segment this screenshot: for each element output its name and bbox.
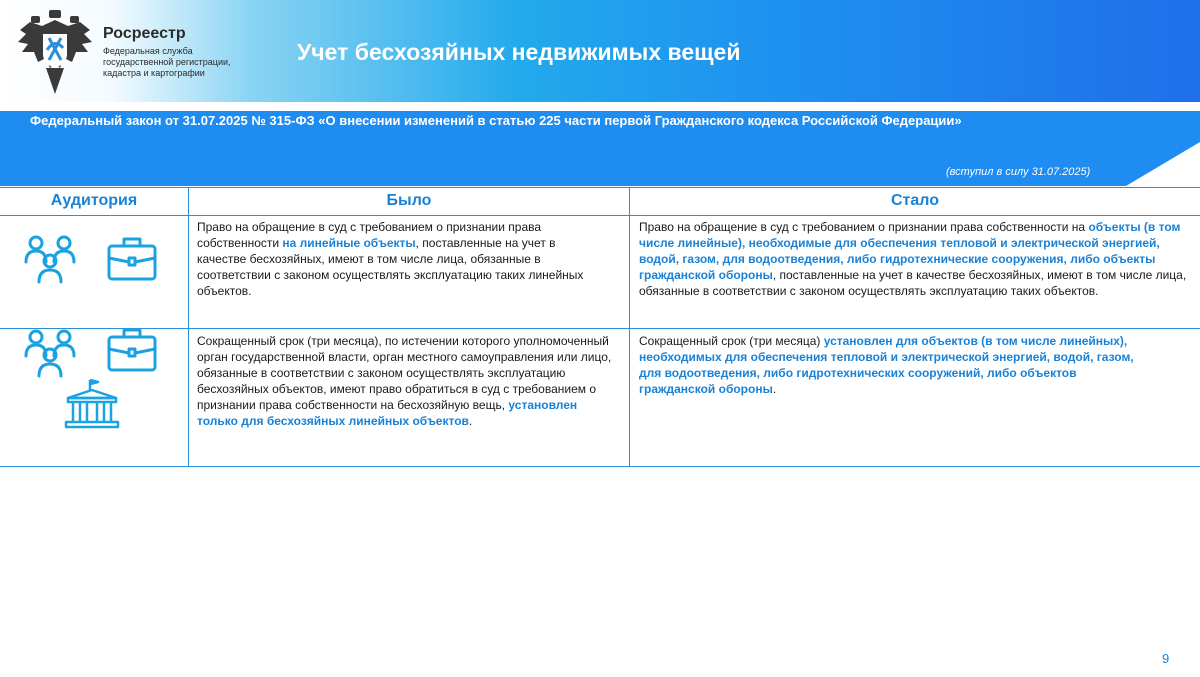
people-group-icon <box>24 328 76 378</box>
row2-was-highlight: установлен только для бесхозяйных линейных объектов <box>197 398 578 428</box>
row1-was-highlight: на линейные объекты <box>282 236 416 250</box>
col-header-audience: Аудитория <box>50 192 138 209</box>
briefcase-icon <box>107 236 157 282</box>
row2-became-part1: Сокращенный срок (три месяца) <box>639 334 824 348</box>
row1-was-text <box>197 219 602 299</box>
col-header-became: Стало <box>890 192 939 209</box>
org-subtitle: Федеральная служба государственной регистрации, кадастра и картографии <box>103 46 231 78</box>
law-effective-date: (вступил в силу 31.07.2025) <box>946 166 1091 178</box>
law-title: Федеральный закон от 31.07.2025 № 315-ФЗ «О внесении изменений в статью 225 части первой Гражданского кодекса Российской Федерации» <box>30 113 962 128</box>
org-name: Росреестр <box>103 25 186 42</box>
row2-became-part2: . <box>772 382 777 396</box>
government-building-icon <box>64 378 120 430</box>
row2-became-text <box>639 333 1139 397</box>
people-group-icon <box>24 234 76 284</box>
table-bottom-border <box>0 466 1200 467</box>
double-headed-eagle-emblem-icon <box>16 8 94 96</box>
briefcase-icon <box>107 327 157 373</box>
slide-title: Учет бесхозяйных недвижимых вещей <box>297 39 741 65</box>
row2-was-part1: Сокращенный срок (три месяца), по истечении которого уполномоченный орган государственной власти, орган местного самоуправления или лицо, обязанные в соответствии с законом осуществлять эксплуатацию бесхозяйных объектов, имеют право обратиться в суд с требованием о признании права собственности на бесхозяйную вещь, <box>197 334 612 412</box>
row1-became-highlight: объекты (в том числе линейные), необходимые для обеспечения тепловой и электрической энергией, водой, газом, для водоотведения, либо гидротехнические сооружения, либо объекты гражданской обороны <box>639 220 1181 282</box>
row2-was-part2: . <box>468 414 473 428</box>
table-top-border <box>0 187 1200 188</box>
row2-was-text <box>197 333 617 429</box>
table-header-border <box>0 215 1200 216</box>
row1-was-part1: Право на обращение в суд с требованием о признании права собственности <box>197 220 542 250</box>
row1-became-text <box>639 219 1187 299</box>
row1-was-part2: , поставленные на учет в качестве бесхозяйных, имеют в том числе лица, обязанные в соответствии с законом осуществлять эксплуатацию таких линейных объектов. <box>197 236 584 298</box>
col-header-was: Было <box>386 192 432 209</box>
row2-became-highlight: установлен для объектов (в том числе линейных), необходимых для обеспечения тепловой и электрической энергией, водой, газом, для водоотведения, либо гидротехнических сооружений, либо объектов гражданской обороны <box>639 334 1134 396</box>
row1-became-part2: , поставленные на учет в качестве бесхозяйных, имеют в том числе лица, обязанные в соответствии с законом осуществлять эксплуатацию таких объектов. <box>639 268 1187 298</box>
table-row-divider <box>0 328 1200 329</box>
page-number: 9 <box>1162 651 1170 666</box>
table-col-divider-2 <box>629 187 630 467</box>
table-col-divider-1 <box>188 187 189 467</box>
row1-became-part1: Право на обращение в суд с требованием о признании права собственности на <box>639 220 1089 234</box>
